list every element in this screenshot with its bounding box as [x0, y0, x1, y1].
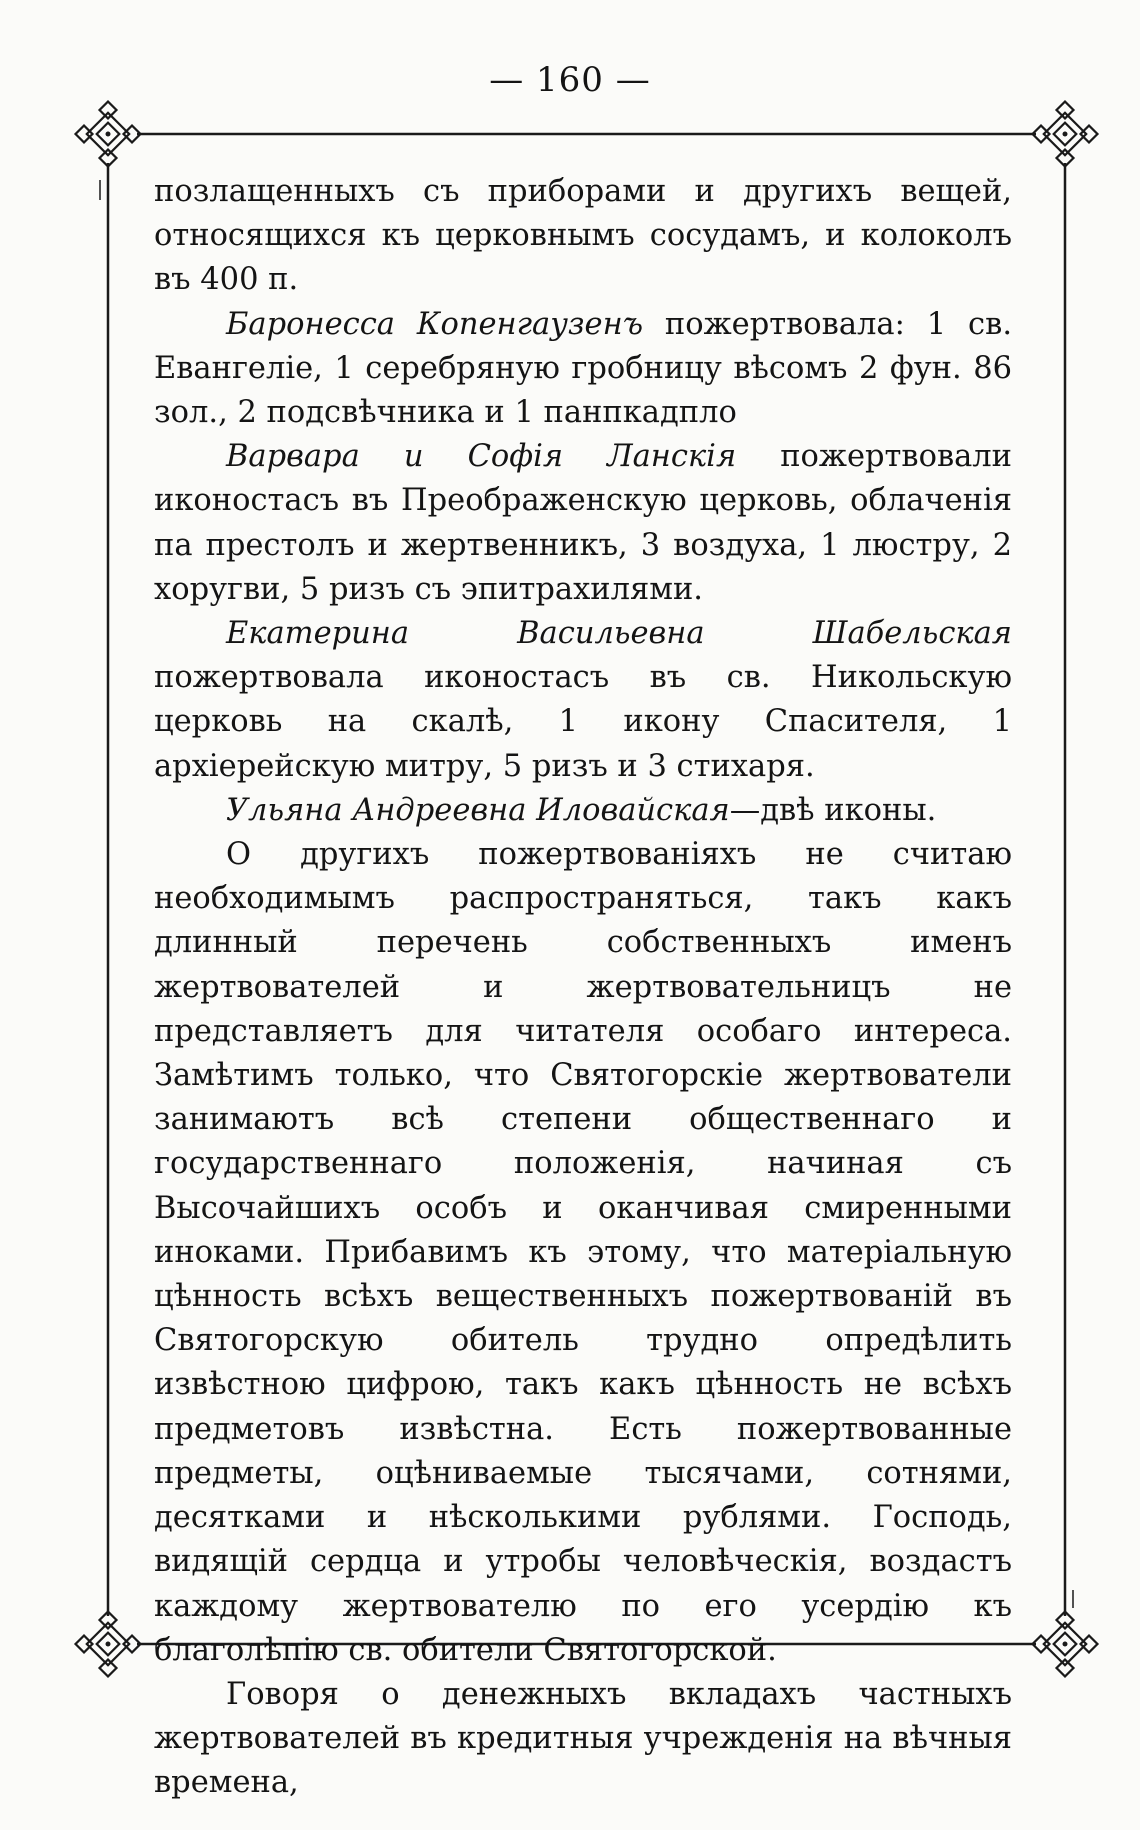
corner-ornament-icon: [1030, 1609, 1100, 1679]
paragraph-text: пожертвовали иконостасъ въ Преображенскую церковь, облаченія па престолъ и жертвенникъ, 3 воздуха, 1 люстру, 2 хоругви, 5 ризъ съ эпитрахилями.: [154, 439, 1013, 607]
paragraph: [154, 833, 1012, 1673]
page-number: — 160 —: [489, 60, 651, 100]
paragraph: [154, 435, 1012, 612]
paragraph-text: пожертвовала: 1 св. Евангеліе, 1 серебряную гробницу вѣсомъ 2 фун. 86 зол., 2 подсвѣчника и 1 панпкадпло: [154, 306, 1013, 431]
donor-name: Ульяна Андреевна Иловайская: [226, 792, 730, 828]
corner-ornament-icon: [73, 99, 143, 169]
corner-ornament-icon: [73, 1609, 143, 1679]
paragraph: [154, 303, 1012, 436]
paragraph-text: Говоря о денежныхъ вкладахъ частныхъ жертвователей въ кредитныя учрежденія на вѣчныя времена,: [154, 1676, 1012, 1801]
donor-name: Екатерина Васильевна Шабельская: [226, 616, 1012, 652]
donor-name: Баронесса Копенгаузенъ: [226, 306, 644, 342]
paragraph-text: О другихъ пожертвованіяхъ не считаю необходимымъ распространяться, такъ какъ длинный перечень собственныхъ именъ жертвователей и жертвовательницъ не представляетъ для читателя особаго интереса. Замѣтимъ только, что Святогорскіе жертвователи занимаютъ всѣ степени общественнаго и государственнаго положенія, начиная съ Высочайшихъ особъ и оканчивая смиренными иноками. Прибавимъ къ этому, что матеріальную цѣнность всѣхъ вещественныхъ пожертвованій въ Святогорскую обитель трудно опредѣлить извѣстною цифрою, такъ какъ цѣнность не всѣхъ предметовъ извѣстна. Есть пожертвованные предметы, оцѣниваемые тысячами, сотнями, десятками и нѣсколькими рублями. Господь, видящій сердца и утробы человѣческія, воздастъ каждому жертвователю по его усердію къ благолѣпію св. обители Святогорской.: [154, 837, 1012, 1668]
paragraph-text: позлащенныхъ съ приборами и другихъ вещей, относящихся къ церковнымъ сосудамъ, и колоколъ въ 400 п.: [154, 174, 1012, 298]
donor-name: Варвара и Софія Ланскія: [226, 439, 737, 475]
paragraph-text: —двѣ иконы.: [729, 792, 937, 828]
paragraph: [154, 1673, 1012, 1806]
paragraph-text: пожертвовала иконостасъ въ св. Никольскую церковь на скалѣ, 1 икону Спасителя, 1 архіерейскую митру, 5 ризъ и 3 стихаря.: [154, 660, 1012, 784]
paragraph: [154, 170, 1012, 303]
paragraph: [154, 612, 1012, 789]
body-text: [154, 170, 1012, 1806]
paragraph: [154, 789, 1012, 833]
corner-ornament-icon: [1030, 99, 1100, 169]
